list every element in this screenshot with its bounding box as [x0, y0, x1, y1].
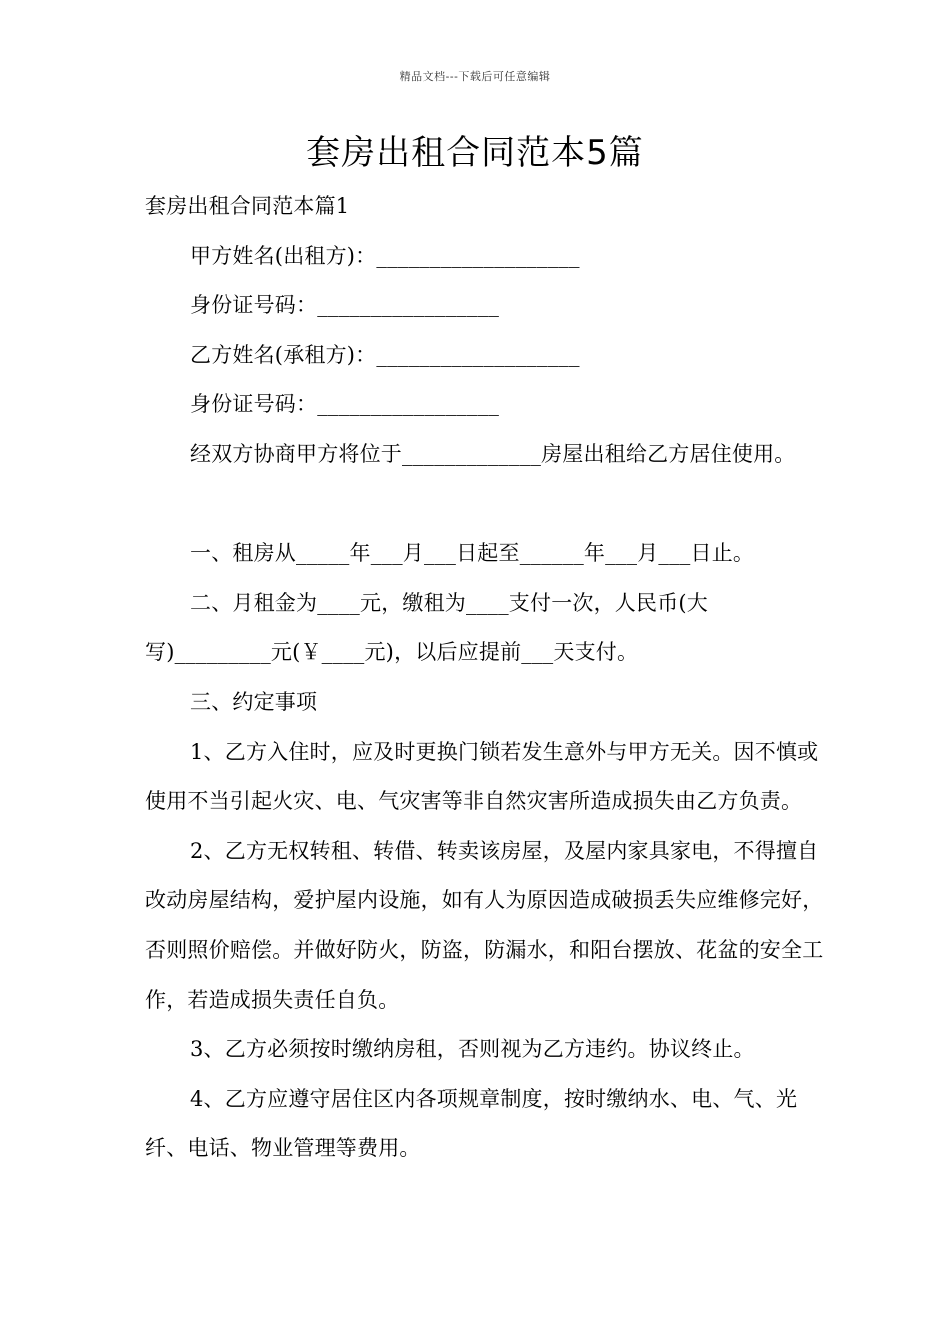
clause-2: 二、月租金为____元，缴租为____支付一次，人民币(大写)_________元(￥____元)，以后应提前___天支付。: [145, 590, 708, 665]
blank-line: [145, 480, 825, 530]
item-2: 2、乙方无权转租、转借、转卖该房屋，及屋内家具家电，不得擅自改动房屋结构，爱护屋内设施，如有人为原因造成破损丢失应维修完好，否则照价赔偿。并做好防火，防盗，防漏水，和阳台摆放、花盆的安全工作，若造成损失责任自负。: [145, 838, 824, 1012]
header-note: 精品文档---下载后可任意编辑: [399, 70, 551, 83]
item-1: 1、乙方入住时，应及时更换门锁若发生意外与甲方无关。因不慎或使用不当引起火灾、电、气灾害等非自然灾害所造成损失由乙方负责。: [145, 739, 819, 814]
party-b-id-line: 身份证号码：_________________: [190, 392, 500, 417]
item-4: 4、乙方应遵守居住区内各项规章制度，按时缴纳水、电、气、光纤、电话、物业管理等费用。: [145, 1086, 798, 1161]
party-a-name-line: 甲方姓名(出租方)：___________________: [190, 243, 580, 268]
clause-3-heading: 三、约定事项: [190, 689, 318, 714]
document-title: 套房出租合同范本5篇: [306, 133, 644, 173]
party-b-name-line: 乙方姓名(承租方)：___________________: [190, 342, 580, 367]
party-a-id-line: 身份证号码：_________________: [190, 293, 500, 318]
intro-paragraph: 经双方协商甲方将位于_____________房屋出租给乙方居住使用。: [190, 441, 796, 466]
section-heading: 套房出租合同范本篇1: [145, 194, 350, 218]
clause-1: 一、租房从_____年___月___日起至______年___月___日止。: [190, 541, 755, 566]
document-body: [145, 182, 825, 1174]
item-3: 3、乙方必须按时缴纳房租，否则视为乙方违约。协议终止。: [190, 1037, 755, 1062]
